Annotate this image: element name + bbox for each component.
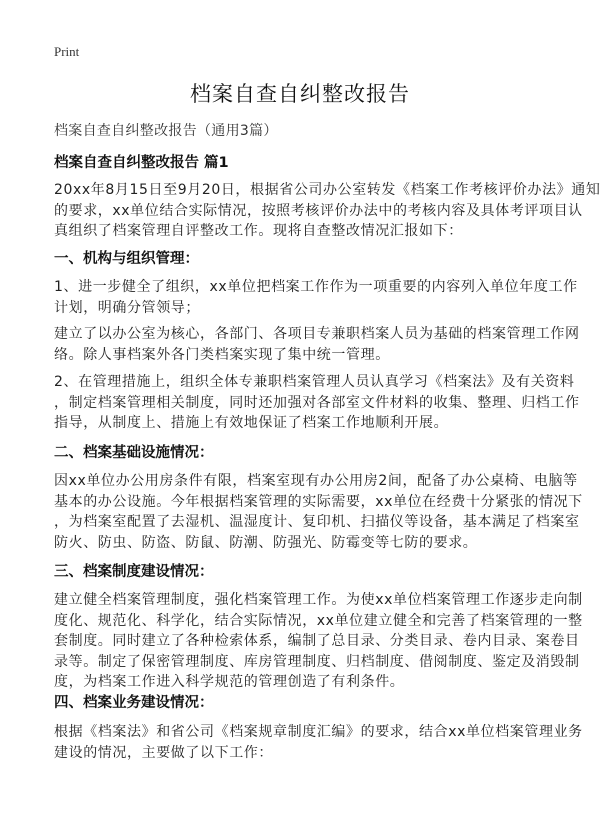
intro-line: 真组织了档案管理自评整改工作。现将自查整改情况汇报如下： — [54, 223, 463, 239]
print-label[interactable]: Print — [54, 44, 80, 59]
intro-paragraph — [54, 180, 600, 242]
document-title: 档案自查自纠整改报告 — [190, 82, 410, 106]
intro-line: 20xx年8月15日至9月20日，根据省公司办公室转发《档案工作考核评价办法》通知 — [54, 182, 600, 198]
section-3-paragraph-1 — [54, 590, 583, 693]
section-heading-1: 一、机构与组织管理： — [54, 251, 199, 267]
section-2-paragraph-1 — [54, 471, 583, 553]
section-heading-3: 三、档案制度建设情况： — [54, 564, 214, 580]
paragraph-line: 络。除人事档案外各门类档案实现了集中统一管理。 — [54, 346, 390, 363]
paragraph-line: 1、进一步健全了组织，xx单位把档案工作作为一项重要的内容列入单位年度工作 — [54, 279, 578, 295]
section-4-paragraph-1 — [54, 722, 583, 763]
section-1-paragraph-2 — [54, 324, 580, 365]
section-heading-4: 四、档案业务建设情况： — [54, 695, 214, 711]
paragraph-line: 2、在管理措施上，组织全体专兼职档案管理人员认真学习《档案法》及有关资料 — [54, 374, 575, 390]
paragraph-line: 指导，从制度上、措施上有效地保证了档案工作地顺利开展。 — [54, 415, 449, 431]
paragraph-line: 防火、防虫、防盗、防鼠、防潮、防强光、防霉变等七防的要求。 — [54, 534, 478, 551]
document-subtitle: 档案自查自纠整改报告（通用3篇） — [54, 123, 278, 139]
paragraph-line: 建立健全档案管理制度，强化档案管理工作。为使xx单位档案管理工作逐步走向制 — [54, 592, 583, 608]
paragraph-line: 录等。制定了保密管理制度、库房管理制度、归档制度、借阅制度、鉴定及消毁制 — [54, 653, 580, 670]
paragraph-line: ，制定档案管理相关制度，同时还加强对各部室文件材料的收集、整理、归档工作 — [54, 394, 580, 411]
paragraph-line: 度化、规范化、科学化，结合实际情况，xx单位建立健全和完善了档案管理的一整 — [54, 612, 583, 629]
paragraph-line: 建立了以办公室为核心，各部门、各项目专兼职档案人员为基础的档案管理工作网 — [54, 326, 580, 342]
paragraph-line: 基本的办公设施。今年根据档案管理的实际需要，xx单位在经费十分紧张的情况下 — [54, 493, 583, 510]
section-heading-2: 二、档案基础设施情况： — [54, 445, 214, 461]
paragraph-line: 计划，明确分管领导； — [54, 299, 200, 316]
paragraph-line: 因xx单位办公用房条件有限，档案室现有办公用房2间，配备了办公桌椅、电脑等 — [54, 473, 578, 489]
section-1-paragraph-1 — [54, 277, 578, 318]
paragraph-line: 度，为档案工作进入科学规范的管理创造了有利条件。 — [54, 674, 405, 690]
paragraph-line: ，为档案室配置了去湿机、温湿度计、复印机、扫描仪等设备，基本满足了档案室 — [54, 514, 580, 530]
paragraph-line: 套制度。同时建立了各种检索体系，编制了总目录、分类目录、卷内目录、案卷目 — [54, 633, 580, 649]
part-heading: 档案自查自纠整改报告 篇1 — [54, 155, 229, 171]
section-1-paragraph-3 — [54, 372, 580, 434]
paragraph-line: 建设的情况，主要做了以下工作： — [54, 744, 273, 761]
paragraph-line: 根据《档案法》和省公司《档案规章制度汇编》的要求，结合xx单位档案管理业务 — [54, 724, 583, 740]
intro-line: 的要求，xx单位结合实际情况，按照考核评价办法中的考核内容及具体考评项目认 — [54, 202, 583, 219]
